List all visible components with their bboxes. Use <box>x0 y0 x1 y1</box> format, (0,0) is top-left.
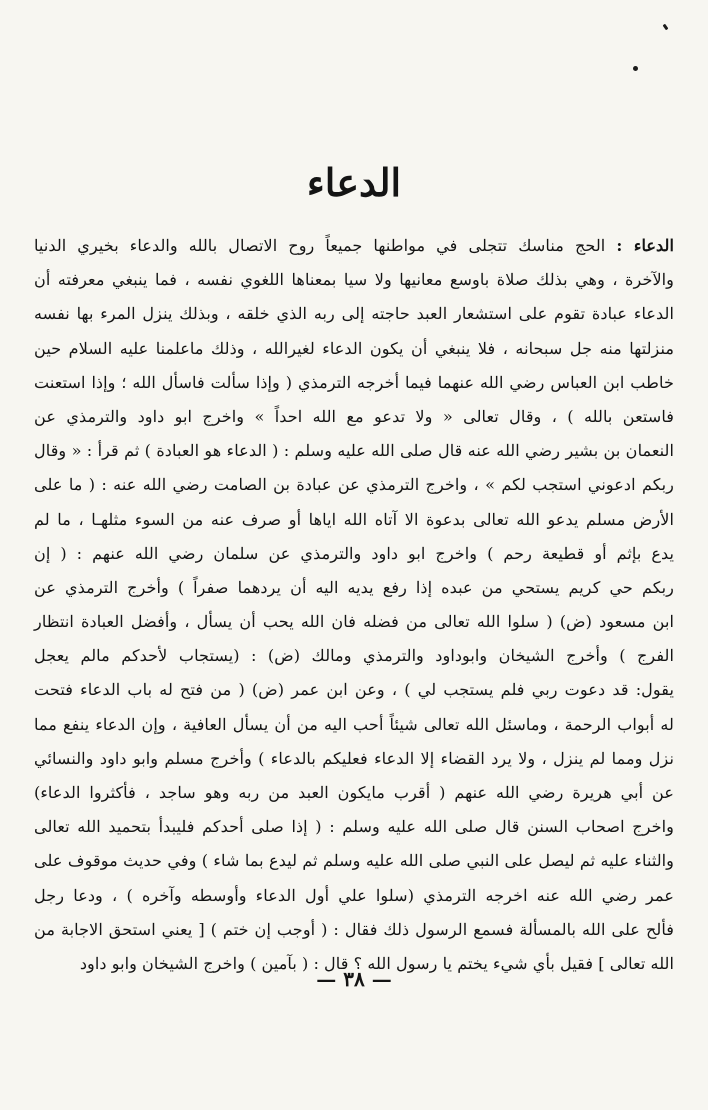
text-line: عمر رضي الله عنه اخرجه الترمذي (سلوا علي أول الدعاء وأوسطه وآخره ) ، ودعا رجل <box>34 885 674 905</box>
text-line: والثناء عليه ثم ليصل على النبي صلى الله عليه وسلم ثم ليدع بما شاء ) وفي حديث موقوف على <box>34 851 674 871</box>
text-line: الأرض مسلم يدعو الله تعالى بدعوة الا آتاه الله اياها أو صرف عنه من السوء مثلهـا ، ما لم <box>34 509 674 529</box>
text-line: يقول: قد دعوت ربي فلم يستجب لي ) ، وعن ابن عمر (ض) ( من فتح له باب الدعاء فتحت <box>34 680 674 700</box>
text-line: النعمان بن بشير رضي الله عنه قال صلى الله عليه وسلم : ( الدعاء هو العبادة ) ثم قرأ : « وقال <box>34 441 674 461</box>
page-number: — ٣٨ — <box>316 967 392 991</box>
text-line: يدع بإثم أو قطيعة رحم ) واخرج ابو داود والترمذي عن سلمان رضي الله عنهم : ( إن <box>34 543 674 563</box>
scan-speck <box>633 66 638 71</box>
text-line: ربكم ادعوني استجب لكم » ، واخرج الترمذي عن عبادة بن الصامت رضي الله عنه : ( ما على <box>34 475 674 495</box>
text-line: ابن مسعود (ض) ( سلوا الله تعالى من فضله فان الله يحب أن يسأل ، وأفضل العبادة انتظار <box>34 612 674 632</box>
text-line: نزل ومما لم ينزل ، ولا يرد القضاء إلا الدعاء فعليكم بالدعاء ) وأخرج مسلم وابو داود والنسائي <box>34 748 674 768</box>
text-line: الدعاء : الحج مناسك تتجلى في مواطنها جميعاً روح الاتصال بالله والدعاء بخيري الدنيا <box>34 236 674 255</box>
text-line: واخرج اصحاب السنن قال صلى الله عليه وسلم : ( إذا صلى أحدكم فليبدأ بتحميد الله تعالى <box>34 817 674 837</box>
text-line: عن أبي هريرة رضي الله عنهم ( أقرب مايكون العبد من ربه وهو ساجد ، فأكثروا الدعاء) <box>34 783 674 802</box>
text-line: الدعاء عبادة تقوم على استشعار العبد حاجته إلى ربه الذي خلقه ، وبذلك ينزل المرء بها نفسه <box>34 304 674 324</box>
text-line: الله تعالى ] فقيل بأي شيء يختم يا رسول الله ؟ قال : ( بآمين ) واخرج الشيخان وابو داود <box>79 953 674 973</box>
body-text <box>34 229 674 981</box>
page-title: الدعاء <box>306 160 402 205</box>
lead-word: الدعاء : <box>616 236 674 255</box>
text-line: والآخرة ، وهي بذلك صلاة باوسع معانيها ولا سيا بمعناها اللغوي نفسه ، فما ينبغي معرفته أن <box>34 270 674 290</box>
text-line: الفرج ) وأخرج الشيخان وابوداود والترمذي ومالك (ض) : (يستجاب لأحدكم مالم يعجل <box>34 646 674 666</box>
text-line: فألح على الله بالمسألة فسمع الرسول ذلك فقال : ( أوجب إن ختم ) [ يعني استحق الاجابة من <box>34 919 674 939</box>
text-line: فاستعن بالله ) ، وقال تعالى « ولا تدعو مع الله احداً » واخرج ابو داود والترمذي عن <box>34 406 674 426</box>
text-line: ربكم حي كريم يستحي من عبده إذا رفع يديه اليه أن يردهما صفراً ) وأخرج الترمذي عن <box>34 577 674 597</box>
scan-speck <box>663 24 669 31</box>
text-line: له أبواب الرحمة ، وماسئل الله تعالى شيئاً أحب اليه من أن يسأل العافية ، وإن الدعاء ينفع مما <box>34 714 674 734</box>
text-line: منزلتها منه جل سبحانه ، فلا ينبغي أن يكون الدعاء لغيرالله ، وذلك ماعلمنا عليه السلام حين <box>34 338 674 358</box>
text-line: خاطب ابن العباس رضي الله عنهما فيما أخرجه الترمذي ( وإذا سألت فاسأل الله ؛ وإذا استعنت <box>34 372 674 392</box>
